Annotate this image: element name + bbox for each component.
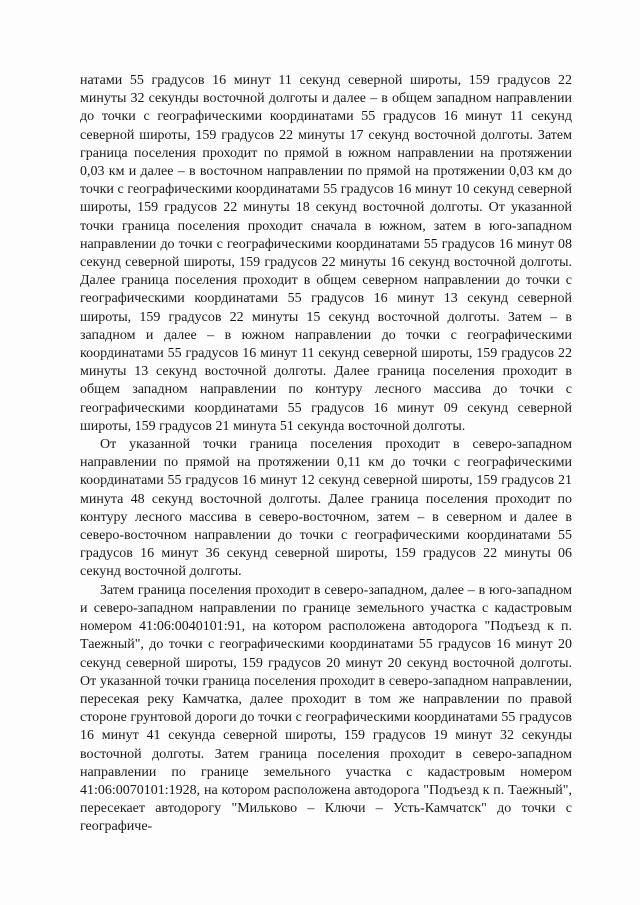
paragraph-2: От указанной точки граница поселения проходит в северо-западном направлении по прямой на протяжении 0,11 км до точки с географическими координатами 55 градусов 16 минут 12 секунд северной широты, 159 градусов 21 минута 48 секунд восточной долготы. Далее граница поселения проходит по контуру лесного массива в северо-восточном, затем – в северном и далее в северо-восточном направлении до точки с географическими координатами 55 градусов 16 минут 36 секунд северной широты, 159 градусов 22 минуты 06 секунд восточной долготы.	[80, 437, 572, 580]
paragraph-3: Затем граница поселения проходит в северо-западном, далее – в юго-западном и северо-западном направлении по границе земельного участка с кадастровым номером 41:06:0040101:91, на котором расположена автодорога "Подъезд к п. Таежный", до точки с географическими координатами 55 градусов 16 минут 20 секунд северной широты, 159 градусов 20 минут 20 секунд восточной долготы. От указанной точки граница поселения проходит в северо-западном направлении, пересекая реку Камчатка, далее проходит в том же направлении по правой стороне грунтовой дороги до точки с географическими координатами 55 градусов 16 минут 41 секунда северной широты, 159 градусов 19 минут 32 секунды восточной долготы. Затем граница поселения проходит в северо-западном направлении по границе земельного участка с кадастровым номером 41:06:0070101:1928, на котором расположена автодорога "Подъезд к п. Таежный", пересекает автодорогу "Мильково – Ключи – Усть-Камчатск" до точки с географиче-	[80, 582, 572, 835]
document-body	[80, 72, 572, 837]
paragraph-1: натами 55 градусов 16 минут 11 секунд северной широты, 159 градусов 22 минуты 32 секунды восточной долготы и далее – в общем западном направлении до точки с географическими координатами 55 градусов 16 минут 11 секунд северной широты, 159 градусов 22 минуты 17 секунд восточной долготы. Затем граница поселения проходит по прямой в южном направлении на протяжении 0,03 км и далее – в восточном направлении по прямой на протяжении 0,03 км до точки с географическими координатами 55 градусов 16 минут 10 секунд северной широты, 159 градусов 22 минуты 18 секунд восточной долготы. От указанной точки граница поселения проходит сначала в южном, затем в юго-западном направлении до точки с географическими координатами 55 градусов 16 минут 08 секунд северной широты, 159 градусов 22 минуты 16 секунд восточной долготы. Далее граница поселения проходит в общем северном направлении до точки с географическими координатами 55 градусов 16 минут 13 секунд северной широты, 159 градусов 22 минуты 15 секунд восточной долготы. Затем – в западном и далее – в южном направлении до точки с географическими координатами 55 градусов 16 минут 11 секунд северной широты, 159 градусов 22 минуты 13 секунд восточной долготы. Далее граница поселения проходит в общем западном направлении по контуру лесного массива до точки с географическими координатами 55 градусов 16 минут 09 секунд северной широты, 159 градусов 21 минута 51 секунда восточной долготы.	[80, 73, 572, 434]
